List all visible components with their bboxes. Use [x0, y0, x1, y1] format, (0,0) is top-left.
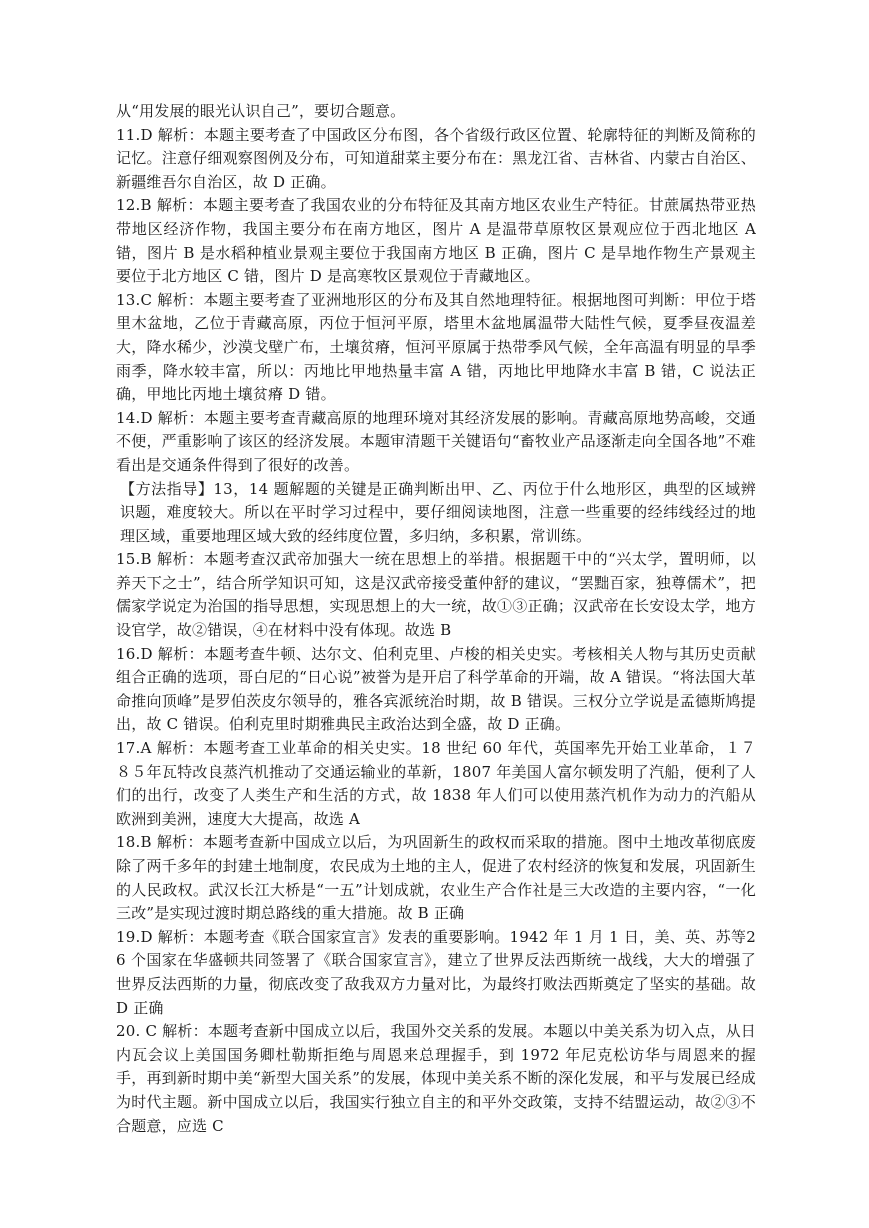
- answer-20: 20. C 解析：本题考查新中国成立以后，我国外交关系的发展。本题以中美关系为切入点，从日内瓦会议上美国国务卿杜勒斯拒绝与周恩来总理握手，到 1972 年尼克松访华与周恩来的握手，再到新时期中美“新型大国关系”的发展，体现中美关系不断的深化发展，和平与发展已经成为时代主题。新中国成立以后，我国实行独立自主的和平外交政策，支持不结盟运动，故②③不合题意，应选 C: [116, 1022, 756, 1135]
- method-guide: 【方法指导】13，14 题解题的关键是正确判断出甲、乙、丙位于什么地形区，典型的区域辨识题，难度较大。所以在平时学习过程中，要仔细阅读地图，注意一些重要的经纬线经过的地理区域，重要地理区域大致的经纬度位置，多归纳，多积累，常训练。: [120, 479, 756, 545]
- answer-18: 18.B 解析：本题考查新中国成立以后，为巩固新生的政权而采取的措施。图中土地改革彻底废除了两千多年的封建土地制度，农民成为土地的主人，促进了农村经济的恢复和发展，巩固新生的人民政权。武汉长江大桥是“一五”计划成就，农业生产合作社是三大改造的主要内容，“一化三改”是实现过渡时期总路线的重大措施。故 B 正确: [116, 833, 756, 923]
- answer-14: 14.D 解析：本题主要考查青藏高原的地理环境对其经济发展的影响。青藏高原地势高峻，交通不便，严重影响了该区的经济发展。本题审清题干关键语句“畜牧业产品逐渐走向全国各地”不难看出是交通条件得到了很好的改善。: [116, 408, 756, 474]
- answer-16: 16.D 解析：本题考查牛顿、达尔文、伯利克里、卢梭的相关史实。考核相关人物与其历史贡献组合正确的选项，哥白尼的“日心说”被誉为是开启了科学革命的开端，故 A 错误。“将法国大革命推向顶峰”是罗伯茨皮尔领导的，雅各宾派统治时期，故 B 错误。三权分立学说是孟德斯鸠提出，故 C 错误。伯利克里时期雅典民主政治达到全盛，故 D 正确。: [116, 644, 756, 734]
- answer-19: 19.D 解析：本题考查《联合国家宣言》发表的重要影响。1942 年 1 月 1 日，美、英、苏等26 个国家在华盛顿共同签署了《联合国家宣言》，建立了世界反法西斯统一战线，大大的增强了世界反法西斯的力量，彻底改变了敌我双方力量对比，为最终打败法西斯奠定了坚实的基础。故 D 正确: [116, 927, 756, 1017]
- answer-15: 15.B 解析：本题考查汉武帝加强大一统在思想上的举措。根据题干中的“兴太学，置明师，以养天下之士”，结合所学知识可知，这是汉武帝接受董仲舒的建议，“罢黜百家，独尊儒术”，把儒家学说定为治国的指导思想，实现思想上的大一统，故①③正确；汉武帝在长安设太学，地方设官学，故②错误，④在材料中没有体现。故选 B: [116, 550, 756, 640]
- paragraph-intro: 从“用发展的眼光认识自己”，要切合题意。: [116, 102, 406, 120]
- answer-13: 13.C 解析：本题主要考查了亚洲地形区的分布及其自然地理特征。根据地图可判断：甲位于塔里木盆地，乙位于青藏高原，丙位于恒河平原，塔里木盆地属温带大陆性气候，夏季昼夜温差大，降水稀少，沙漠戈壁广布，土壤贫瘠，恒河平原属于热带季风气候，全年高温有明显的旱季雨季，降水较丰富，所以：丙地比甲地热量丰富 A 错，丙地比甲地降水丰富 B 错，C 说法正确，甲地比丙地土壤贫瘠 D 错。: [116, 290, 756, 404]
- answer-12: 12.B 解析：本题主要考查了我国农业的分布特征及其南方地区农业生产特征。甘蔗属热带亚热带地区经济作物，我国主要分布在南方地区，图片 A 是温带草原牧区景观应位于西北地区 A 错，图片 B 是水稻种植业景观主要位于我国南方地区 B 正确，图片 C 是旱地作物生产景观主要位于北方地区 C 错，图片 D 是高寒牧区景观位于青藏地区。: [116, 196, 756, 286]
- document-page: [116, 100, 756, 1138]
- answer-17: 17.A 解析：本题考查工业革命的相关史实。18 世纪 60 年代，英国率先开始工业革命，１７８５年瓦特改良蒸汽机推动了交通运输业的革新，1807 年美国人富尔顿发明了汽船，便利了人们的出行，改变了人类生产和生活的方式，故 1838 年人们可以使用蒸汽机作为动力的汽船从欧洲到美洲，速度大大提高，故选 A: [116, 739, 756, 828]
- answer-11: 11.D 解析：本题主要考查了中国政区分布图，各个省级行政区位置、轮廓特征的判断及简称的记忆。注意仔细观察图例及分布，可知道甜菜主要分布在：黑龙江省、吉林省、内蒙古自治区、新疆维吾尔自治区，故 D 正确。: [116, 125, 756, 191]
